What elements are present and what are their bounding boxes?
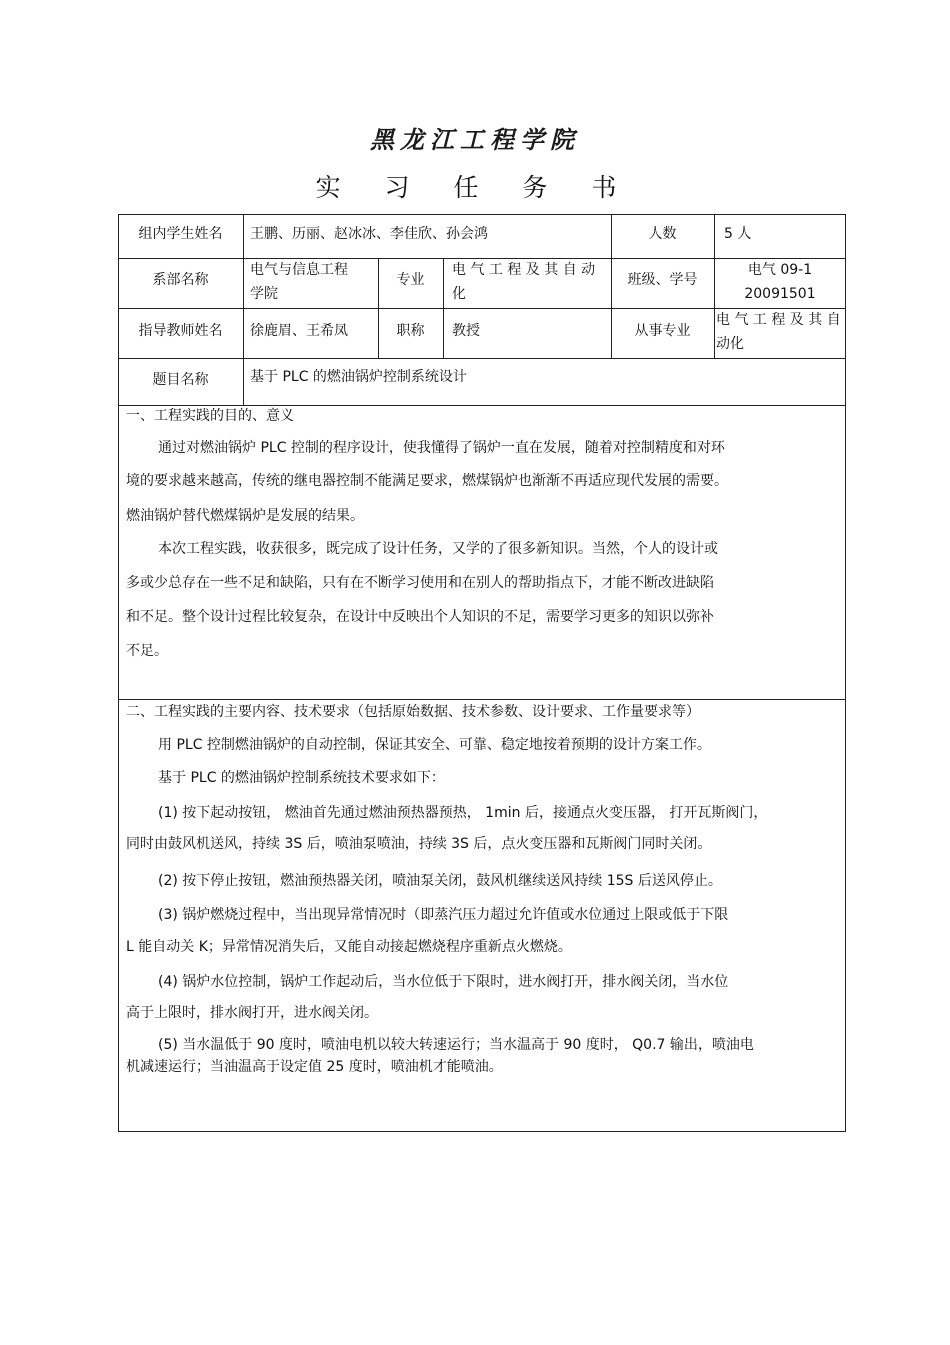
department-value	[250, 258, 375, 306]
department-label: 系部名称	[152, 272, 209, 288]
section2-line: (4) 锅炉水位控制，锅炉工作起动后，当水位低于下限时，进水阀打开，排水阀关闭，当水位	[158, 974, 729, 990]
topic-value: 基于 PLC 的燃油锅炉控制系统设计	[250, 369, 467, 385]
class-id-value-line: 电气 09-1	[747, 262, 813, 278]
headcount-value: 5 人	[724, 226, 752, 242]
class-id-label: 班级、学号	[627, 272, 698, 288]
section2-line: 基于 PLC 的燃油锅炉控制系统技术要求如下：	[158, 770, 445, 786]
section1-line: 多或少总存在一些不足和缺陷，只有在不断学习使用和在别人的帮助指点下，才能不断改进缺陷	[126, 575, 714, 591]
class-id-value-line: 20091501	[744, 286, 816, 302]
document-title: 实 习 任 务 书	[315, 173, 635, 202]
section2-line: 同时由鼓风机送风，持续 3S 后，喷油泵喷油，持续 3S 后，点火变压器和瓦斯阀门同时关闭。	[126, 836, 712, 852]
section1-heading: 一、工程实践的目的、意义	[126, 408, 294, 424]
section-divider	[118, 699, 846, 700]
advisor-label: 指导教师姓名	[138, 323, 223, 339]
section1-line: 本次工程实践，收获很多，既完成了设计任务，又学的了很多新知识。当然，个人的设计或	[158, 541, 718, 557]
topic-label: 题目名称	[152, 372, 209, 388]
column-divider	[443, 258, 444, 358]
department-value-line: 电气与信息工程	[250, 262, 348, 278]
section1-line: 通过对燃油锅炉 PLC 控制的程序设计，使我懂得了锅炉一直在发展，随着对控制精度和对环	[158, 440, 725, 456]
student-names-label: 组内学生姓名	[138, 226, 223, 242]
section1-line: 境的要求越来越高，传统的继电器控制不能满足要求，燃煤锅炉也渐渐不再适应现代发展的需要。	[126, 473, 728, 489]
section1-line: 不足。	[126, 643, 168, 659]
specialty-value-line: 动化	[716, 336, 744, 352]
specialty-value-line: 电 气 工 程 及 其 自	[716, 312, 841, 328]
title-rank-value: 教授	[452, 323, 480, 339]
section2-line: L 能自动关 K；异常情况消失后，又能自动接起燃烧程序重新点火燃烧。	[126, 939, 572, 955]
section2-line: (5) 当水温低于 90 度时，喷油电机以较大转速运行；当水温高于 90 度时， Q0.7 输出，喷油电	[158, 1037, 754, 1053]
department-value-line: 学院	[250, 286, 278, 302]
major-label: 专业	[396, 272, 425, 288]
section1-line: 燃油锅炉替代燃煤锅炉是发展的结果。	[126, 508, 364, 524]
column-divider	[714, 214, 715, 258]
section2-line: 用 PLC 控制燃油锅炉的自动控制，保证其安全、可靠、稳定地按着预期的设计方案工作。	[158, 737, 711, 753]
section2-line: (3) 锅炉燃烧过程中，当出现异常情况时（即蒸汽压力超过允许值或水位通过上限或低于下限	[158, 907, 729, 923]
section1-line: 和不足。整个设计过程比较复杂，在设计中反映出个人知识的不足，需要学习更多的知识以弥补	[126, 609, 714, 625]
section2-heading: 二、工程实践的主要内容、技术要求（包括原始数据、技术参数、设计要求、工作量要求等）	[126, 704, 700, 720]
major-value	[452, 258, 608, 306]
section2-line: 机减速运行；当油温高于设定值 25 度时，喷油机才能喷油。	[126, 1059, 503, 1075]
section2-line: (2) 按下停止按钮，燃油预热器关闭，喷油泵关闭，鼓风机继续送风持续 15S 后送风停止。	[158, 873, 722, 889]
headcount-label: 人数	[648, 226, 677, 242]
advisor-value: 徐鹿眉、王希凤	[250, 323, 348, 339]
column-divider	[243, 214, 244, 405]
title-rank-label: 职称	[396, 323, 425, 339]
section2-line: 高于上限时，排水阀打开，进水阀关闭。	[126, 1005, 378, 1021]
specialty-label: 从事专业	[634, 323, 691, 339]
section2-line: (1) 按下起动按钮， 燃油首先通过燃油预热器预热， 1min 后，接通点火变压器， 打开瓦斯阀门，	[158, 805, 768, 821]
school-logo: 黑龙江工程学院	[370, 125, 580, 154]
major-value-line: 电 气 工 程 及 其 自 动	[452, 262, 596, 278]
specialty-value	[716, 308, 844, 356]
major-value-line: 化	[452, 286, 466, 302]
row-divider	[118, 358, 846, 359]
student-names-value: 王鹏、历丽、赵冰冰、李佳欣、孙会鸿	[250, 226, 488, 242]
class-id-value	[714, 258, 846, 306]
